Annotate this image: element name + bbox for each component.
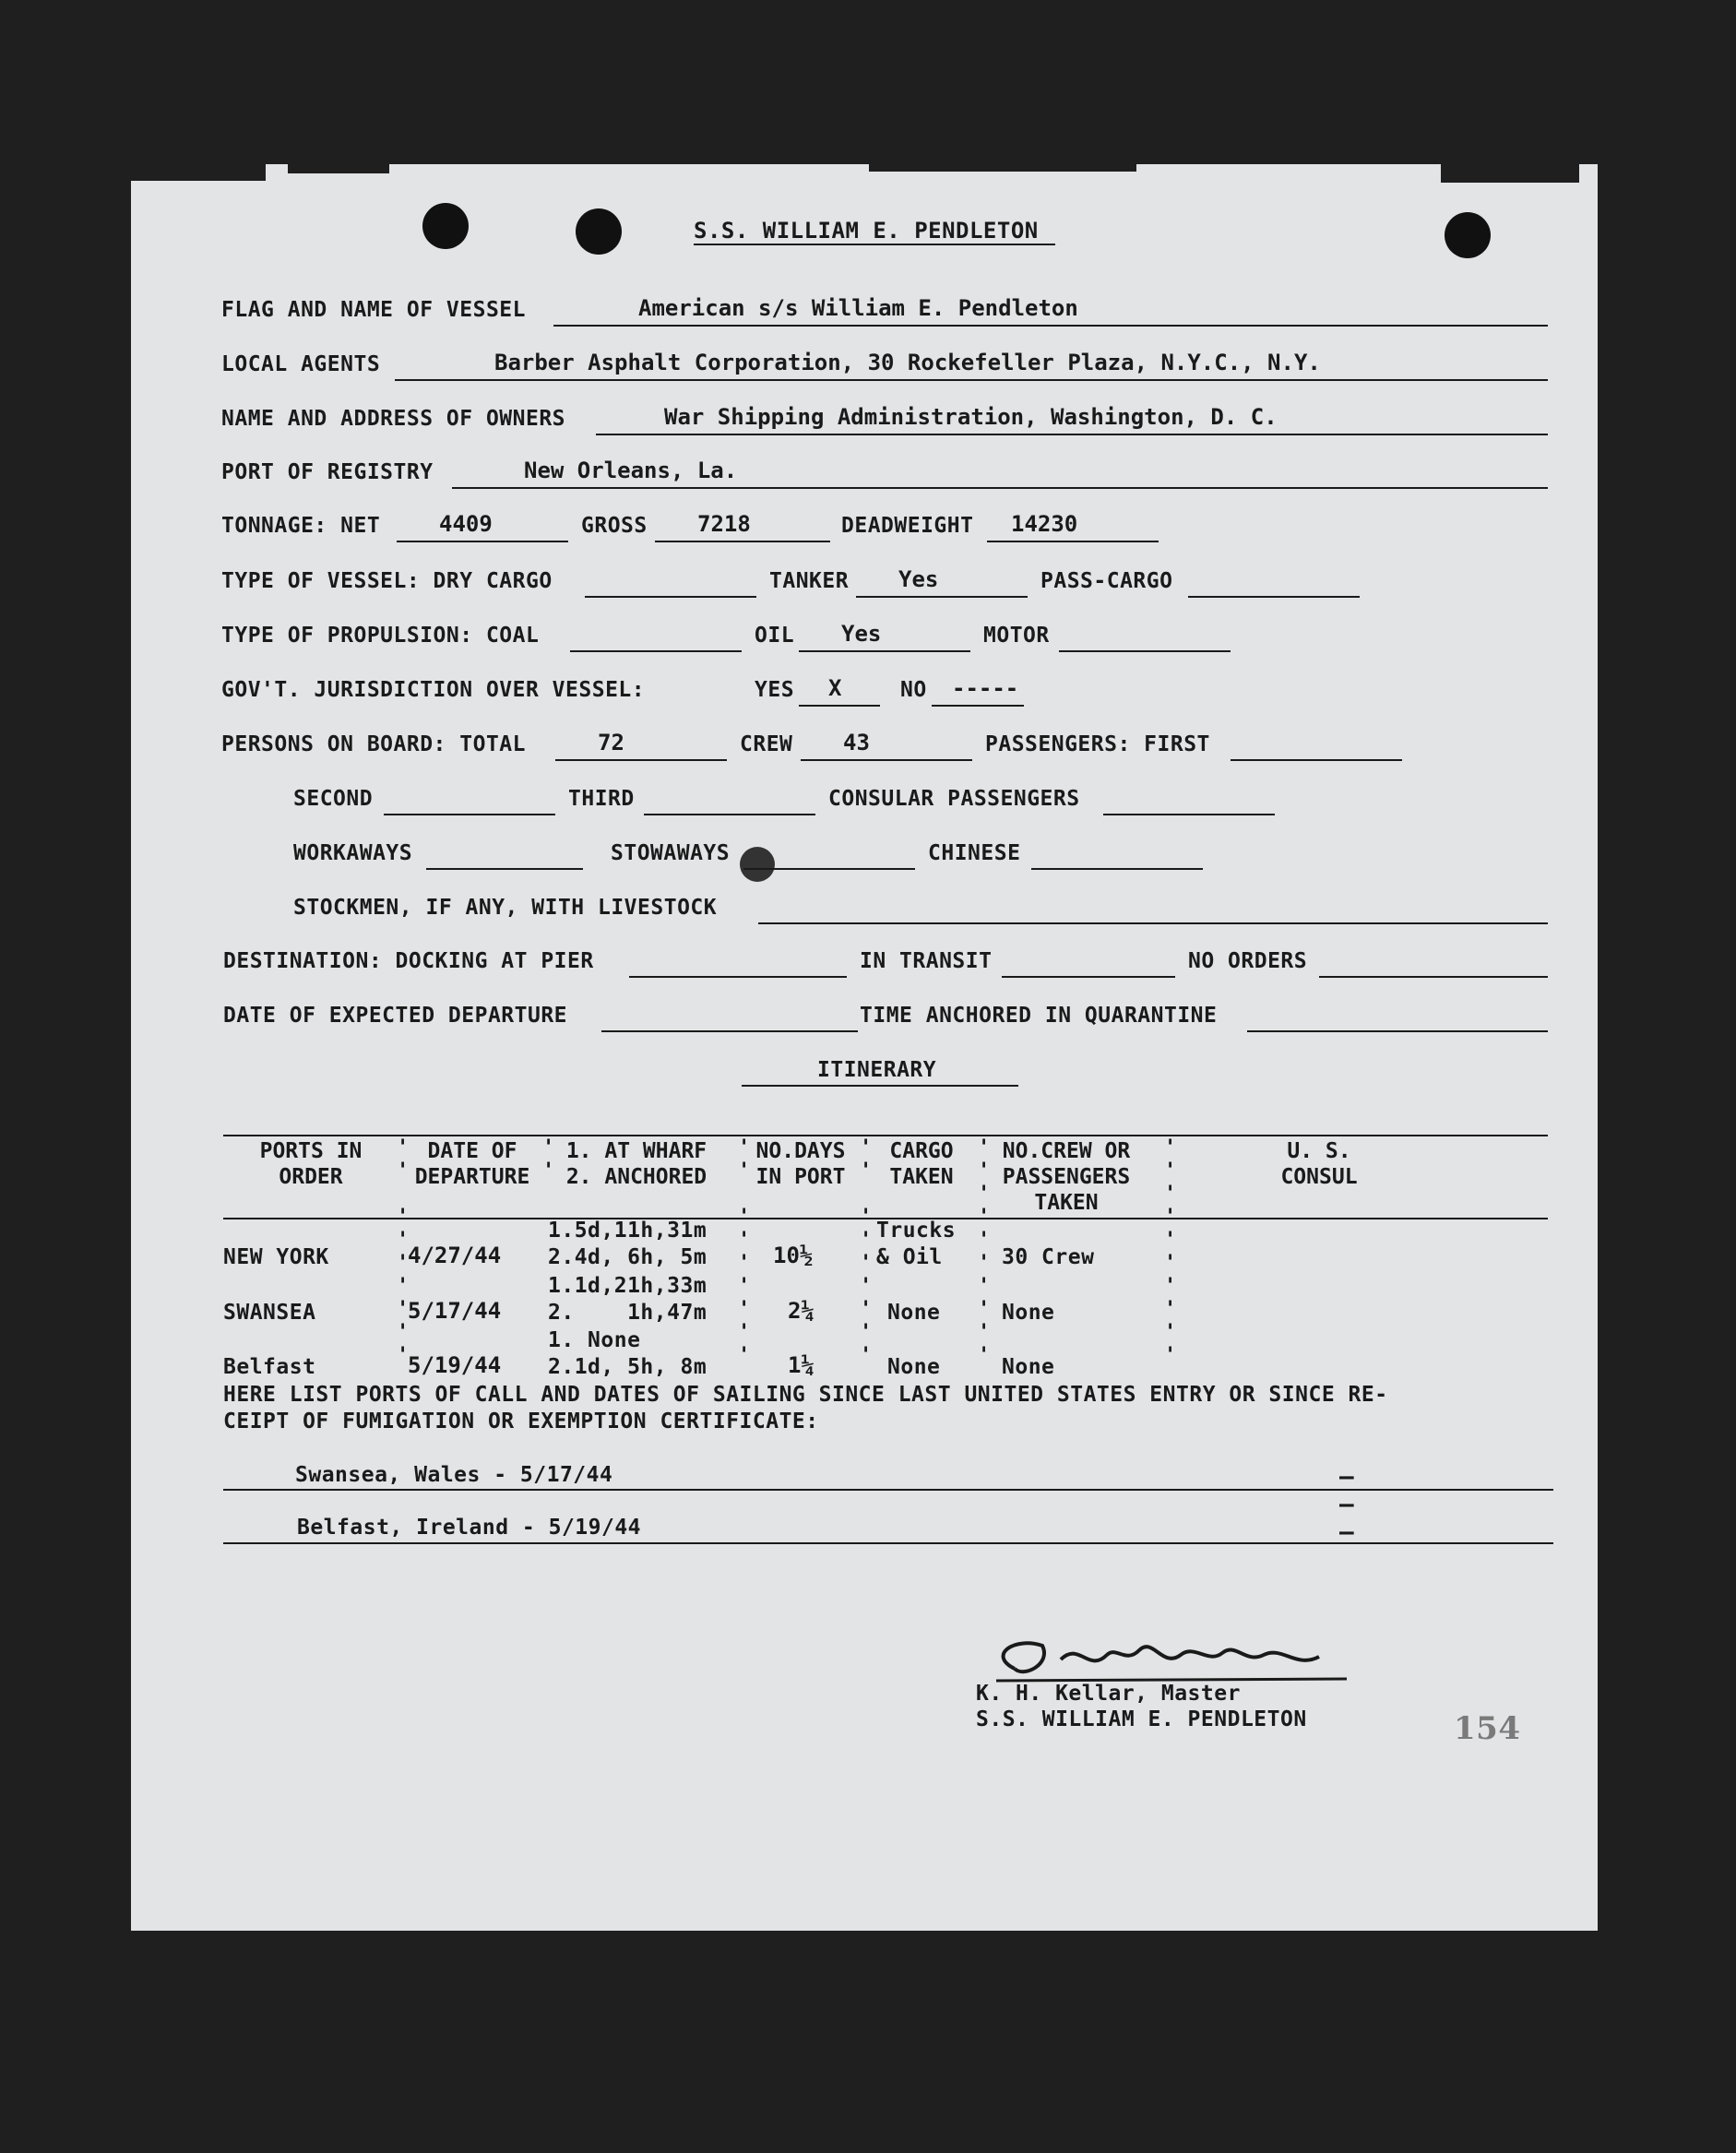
cell-wharf: 1. None: [548, 1328, 641, 1352]
owners-label: NAME AND ADDRESS OF OWNERS: [221, 407, 566, 431]
cell-crew: 30 Crew: [1002, 1245, 1095, 1269]
column-separator: ' ' ' ' ' ' ' ' ': [397, 1136, 410, 1367]
cell-crew: None: [1002, 1301, 1055, 1325]
transit-label: IN TRANSIT: [860, 949, 993, 973]
cell-days: 1¼: [788, 1352, 814, 1378]
rule: [758, 922, 1548, 924]
column-separator: ' ' ' ' ' ' ' ' ' ': [978, 1136, 991, 1367]
last-ports-label-line2: CEIPT OF FUMIGATION OR EXEMPTION CERTIFICATE:: [223, 1410, 819, 1433]
rule: [1319, 976, 1548, 978]
cell-days: 2¼: [788, 1298, 814, 1324]
cell-date: 5/19/44: [408, 1352, 502, 1378]
total-value: 72: [598, 730, 624, 755]
net-value: 4409: [439, 511, 493, 537]
page-number: 154: [1454, 1710, 1521, 1747]
header-ports: PORTS IN ORDER: [259, 1139, 363, 1189]
cell-anchored: 2.4d, 6h, 5m: [548, 1245, 707, 1269]
propulsion-label: TYPE OF PROPULSION: COAL: [221, 624, 540, 648]
oil-label: OIL: [755, 624, 795, 648]
third-label: THIRD: [568, 787, 635, 811]
rule: [395, 379, 1548, 381]
cell-cargo-line2: None: [887, 1355, 941, 1379]
juris-yes-value: X: [828, 675, 842, 701]
chinese-label: CHINESE: [928, 841, 1021, 865]
departure-label: DATE OF EXPECTED DEPARTURE: [223, 1004, 568, 1028]
tonnage-label: TONNAGE: NET: [221, 514, 381, 538]
column-separator: ' ' ' ' ' ' ' ' ': [860, 1136, 873, 1367]
owners-value: War Shipping Administration, Washington, D. C.: [664, 404, 1278, 430]
rule: [596, 434, 1548, 435]
header-crew: NO.CREW OR PASSENGERS TAKEN: [1002, 1139, 1131, 1215]
rule: [655, 541, 830, 542]
last-port-entry: Belfast, Ireland - 5/19/44: [297, 1516, 642, 1540]
flag-label: FLAG AND NAME OF VESSEL: [221, 298, 526, 322]
margin-marks: ‒ ‒ ‒: [1339, 1463, 1354, 1546]
rule: [384, 814, 555, 815]
rule: [601, 1030, 858, 1032]
punch-hole: [422, 203, 469, 249]
cell-cargo-line2: & Oil: [876, 1245, 943, 1269]
cell-crew: None: [1002, 1355, 1055, 1379]
header-wharf: 1. AT WHARF 2. ANCHORED: [565, 1139, 707, 1189]
cell-anchored: 2.1d, 5h, 8m: [548, 1355, 707, 1379]
tanker-value: Yes: [898, 566, 939, 592]
passcargo-label: PASS-CARGO: [1040, 569, 1173, 593]
stockmen-label: STOCKMEN, IF ANY, WITH LIVESTOCK: [293, 896, 718, 920]
deadweight-label: DEADWEIGHT: [841, 514, 974, 538]
punch-hole: [1445, 212, 1491, 258]
rule: [801, 759, 972, 761]
binding-tab: [869, 155, 1136, 172]
last-port-entry: Swansea, Wales - 5/17/44: [295, 1463, 613, 1487]
rule: [452, 487, 1548, 489]
consular-label: CONSULAR PASSENGERS: [828, 787, 1080, 811]
rule: [553, 325, 1548, 327]
rule: [932, 705, 1024, 707]
tanker-label: TANKER: [769, 569, 850, 593]
rule: [585, 596, 756, 598]
quarantine-label: TIME ANCHORED IN QUARANTINE: [860, 1004, 1218, 1028]
cell-port: Belfast: [223, 1355, 316, 1379]
rule: [629, 976, 847, 978]
registry-value: New Orleans, La.: [524, 458, 738, 483]
cell-date: 4/27/44: [408, 1243, 502, 1268]
juris-no-value: -----: [952, 675, 1019, 701]
cell-anchored: 2. 1h,47m: [548, 1301, 707, 1325]
workaways-label: WORKAWAYS: [293, 841, 413, 865]
juris-yes-label: YES: [755, 678, 795, 702]
binding-tab: [288, 155, 389, 173]
rule: [570, 650, 742, 652]
cell-port: SWANSEA: [223, 1301, 316, 1325]
binding-tab: [1441, 155, 1579, 183]
destination-label: DESTINATION: DOCKING AT PIER: [223, 949, 594, 973]
gross-label: GROSS: [581, 514, 648, 538]
juris-no-label: NO: [900, 678, 927, 702]
column-separator: ' ' ' ' ' ' ' ' ': [738, 1136, 751, 1367]
rule: [799, 705, 880, 707]
cell-wharf: 1.1d,21h,33m: [548, 1274, 707, 1298]
rule: [1231, 759, 1402, 761]
header-cargo: CARGO TAKEN: [889, 1139, 954, 1189]
title-underline: [694, 244, 1055, 245]
heading-underline: [742, 1085, 1018, 1087]
gross-value: 7218: [697, 511, 751, 537]
second-label: SECOND: [293, 787, 374, 811]
rule: [1002, 976, 1175, 978]
rule: [644, 814, 815, 815]
signature-vessel: S.S. WILLIAM E. PENDLETON: [976, 1707, 1307, 1731]
table-top-rule: [223, 1135, 1548, 1136]
rule: [397, 541, 568, 542]
agents-label: LOCAL AGENTS: [221, 352, 381, 376]
agents-value: Barber Asphalt Corporation, 30 Rockefeller Plaza, N.Y.C., N.Y.: [494, 350, 1321, 375]
persons-label: PERSONS ON BOARD: TOTAL: [221, 732, 526, 756]
oil-value: Yes: [841, 621, 882, 647]
rule: [555, 759, 727, 761]
crew-value: 43: [843, 730, 870, 755]
rule: [1103, 814, 1275, 815]
type-label: TYPE OF VESSEL: DRY CARGO: [221, 569, 553, 593]
signature-name: K. H. Kellar, Master: [976, 1682, 1241, 1706]
header-date: DATE OF DEPARTURE: [414, 1139, 530, 1189]
column-separator: ' ': [542, 1136, 555, 1183]
cell-cargo-line1: Trucks: [876, 1219, 957, 1243]
form-title: S.S. WILLIAM E. PENDLETON: [694, 218, 1039, 244]
flag-value: American s/s William E. Pendleton: [638, 295, 1078, 321]
rule: [426, 868, 583, 870]
header-consul: U. S. CONSUL: [1280, 1139, 1358, 1189]
rule: [1031, 868, 1203, 870]
itinerary-heading: ITINERARY: [817, 1058, 937, 1082]
rule: [856, 596, 1028, 598]
passengers-label: PASSENGERS: FIRST: [985, 732, 1210, 756]
rule: [799, 650, 970, 652]
cell-cargo-line2: None: [887, 1301, 941, 1325]
punch-hole: [576, 208, 622, 255]
deadweight-value: 14230: [1011, 511, 1078, 537]
cell-date: 5/17/44: [408, 1298, 502, 1324]
cell-days: 10½: [773, 1243, 814, 1268]
rule: [1247, 1030, 1548, 1032]
last-ports-label-line1: HERE LIST PORTS OF CALL AND DATES OF SAILING SINCE LAST UNITED STATES ENTRY OR SINCE RE-: [223, 1383, 1388, 1407]
rule: [1188, 596, 1360, 598]
rule: [743, 868, 915, 870]
column-separator: ' ' ' ' ' ' ' ' ' ': [1164, 1136, 1177, 1367]
header-days: NO.DAYS IN PORT: [755, 1139, 846, 1189]
stowaways-label: STOWAWAYS: [611, 841, 731, 865]
motor-label: MOTOR: [983, 624, 1050, 648]
ink-blot: [740, 847, 775, 882]
noorders-label: NO ORDERS: [1188, 949, 1308, 973]
juris-label: GOV'T. JURISDICTION OVER VESSEL:: [221, 678, 646, 702]
binding-tab: [127, 155, 266, 181]
rule: [987, 541, 1159, 542]
cell-port: NEW YORK: [223, 1245, 329, 1269]
registry-label: PORT OF REGISTRY: [221, 460, 434, 484]
crew-label: CREW: [740, 732, 793, 756]
rule: [1059, 650, 1231, 652]
cell-wharf: 1.5d,11h,31m: [548, 1219, 707, 1243]
